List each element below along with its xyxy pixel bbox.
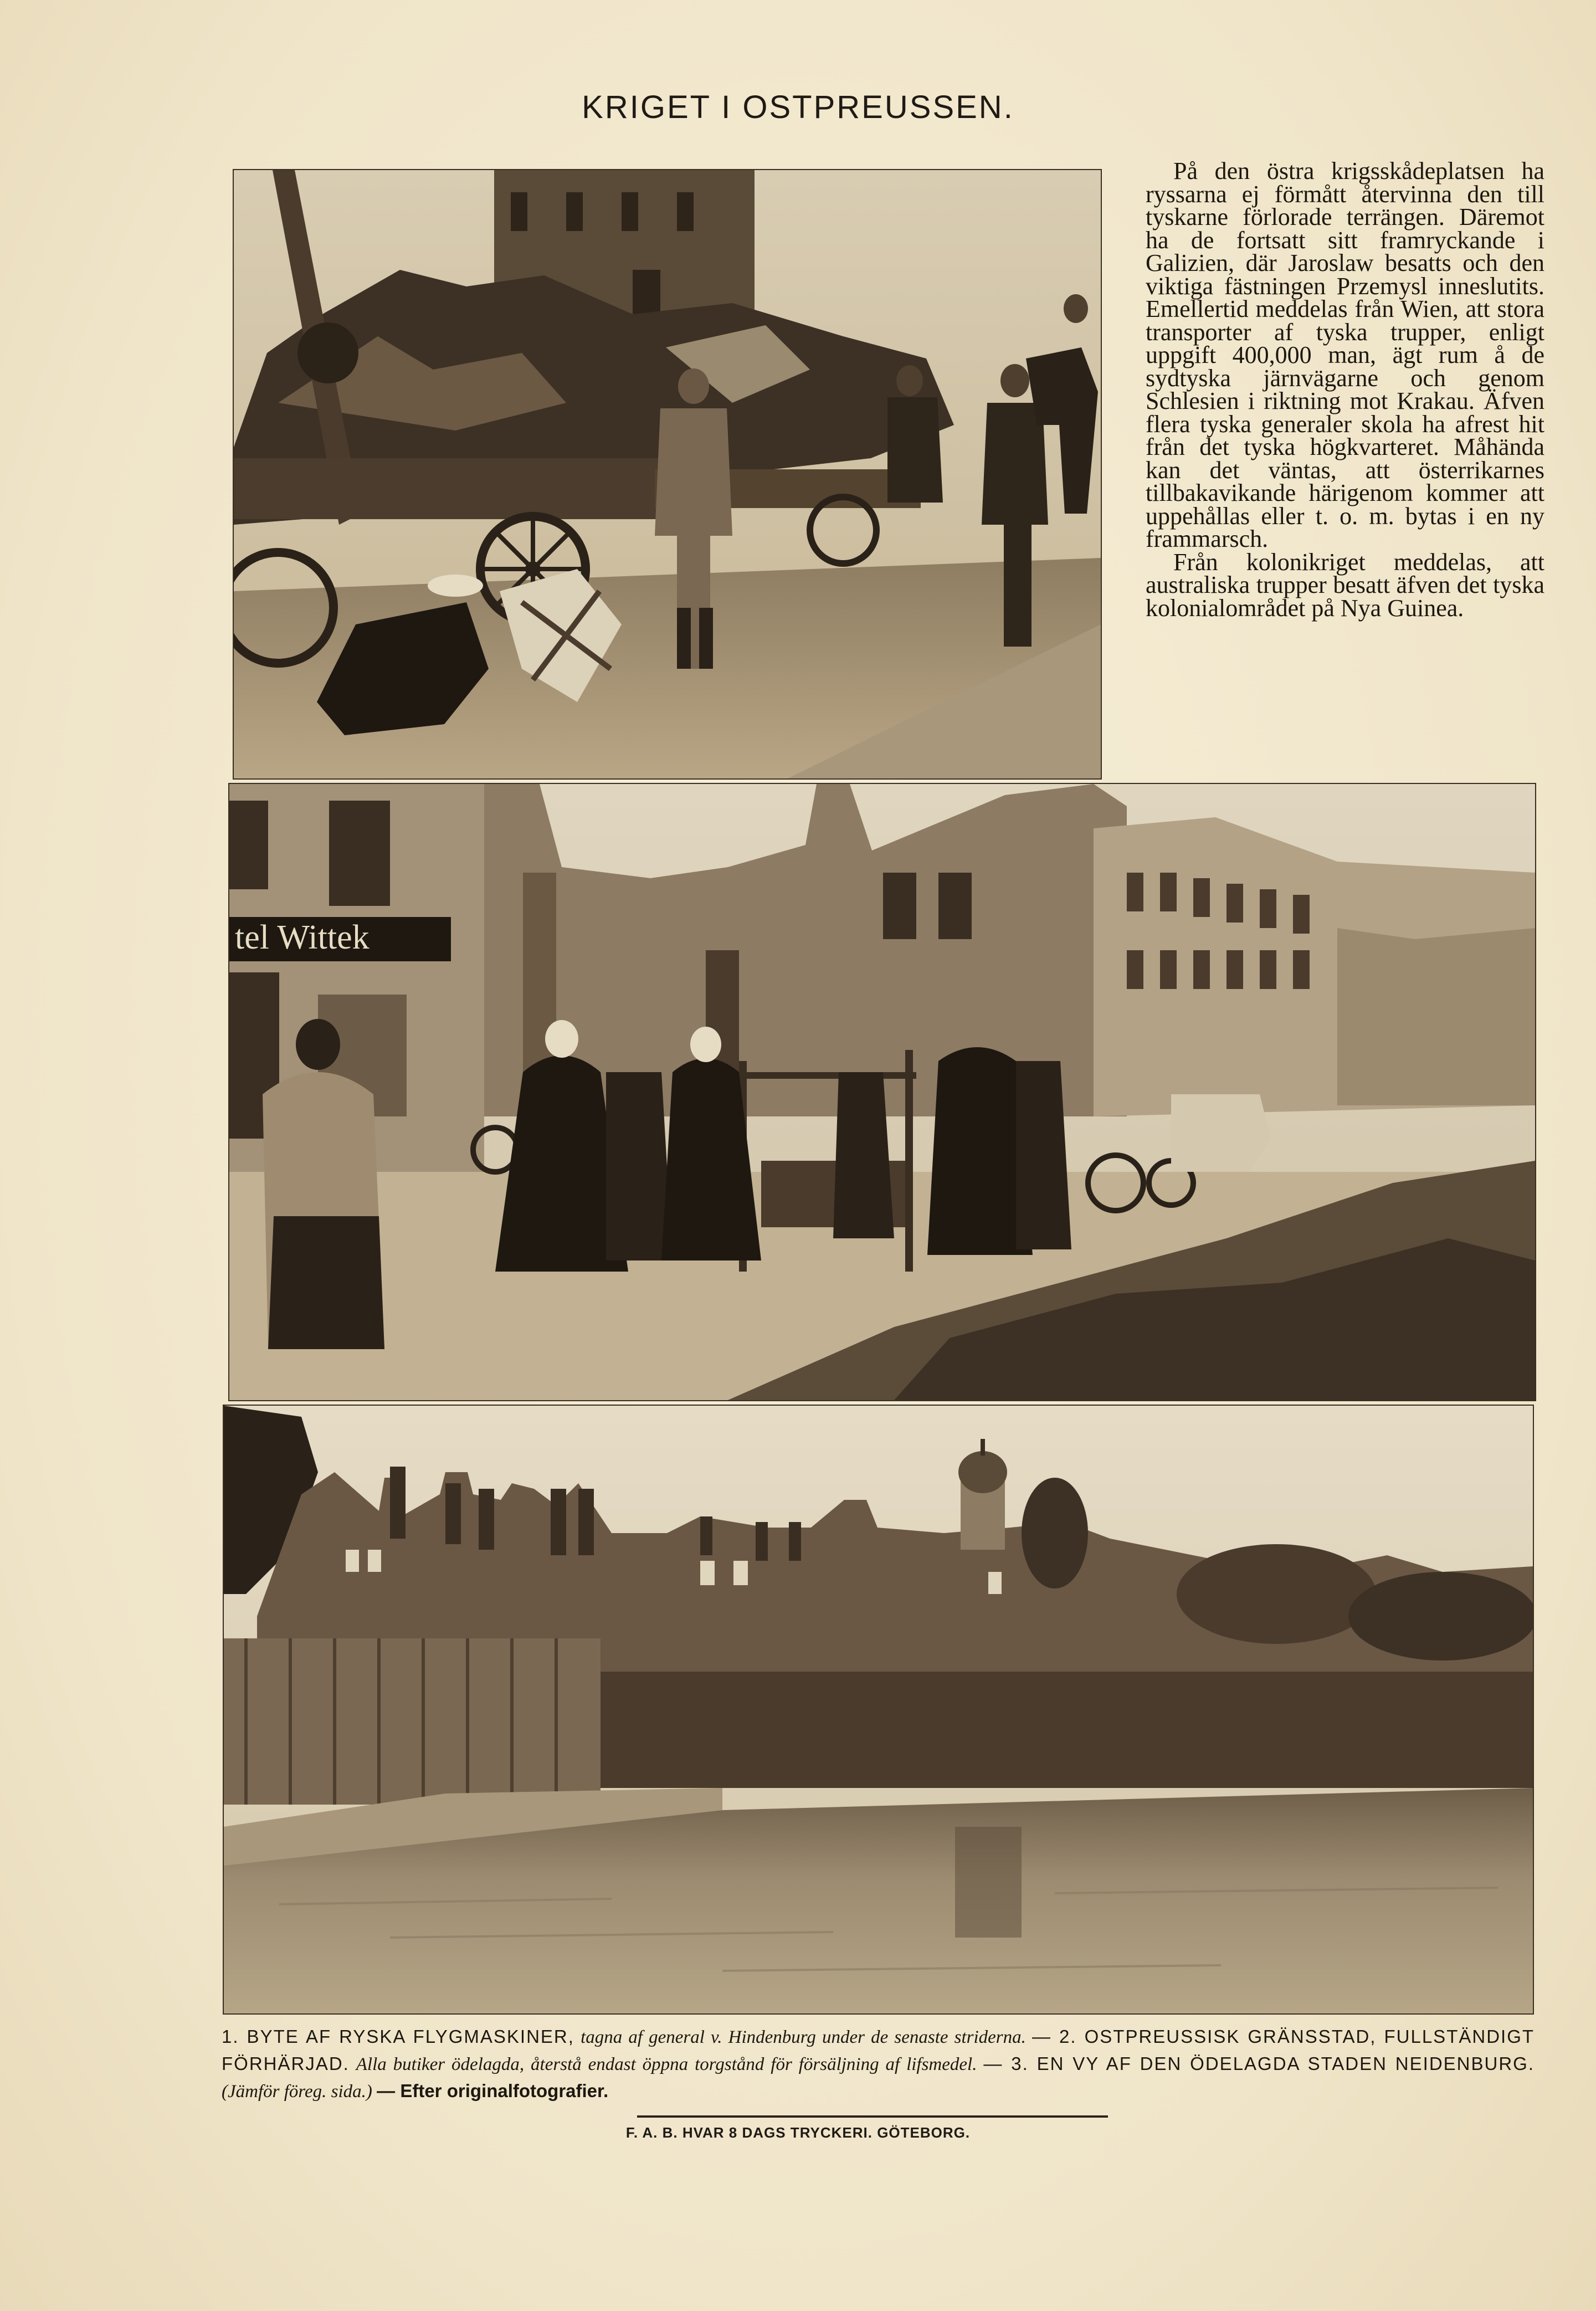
photo-neidenburg-view-image: [224, 1406, 1533, 2013]
caption-source-note: — Efter originalfotografier.: [377, 2081, 609, 2101]
caption-item-2-title: — 2. OSTPREUSSISK GRÄNSSTAD, FULLSTÄNDIGT FÖRHÄRJAD.: [222, 2026, 1535, 2074]
photo-border-town-market: [228, 783, 1536, 1401]
printer-imprint: F. A. B. HVAR 8 DAGS TRYCKERI. GÖTEBORG.: [625, 2124, 971, 2141]
caption-item-3-title: — 3. EN VY AF DEN ÖDELAGDA STADEN NEIDENBURG.: [983, 2053, 1535, 2074]
hotel-sign-text: tel Wittek: [235, 919, 370, 956]
article-text: [1146, 157, 1544, 622]
article-paragraph-colonial-war: Från kolonikriget meddelas, att australiska trupper besatt äfven det tyska kolonialområdet på Nya Guinea.: [1146, 548, 1544, 622]
caption-item-2-desc: Alla butiker ödelagda, återstå endast öppna torgstånd för försäljning af lifsmedel.: [356, 2054, 977, 2074]
page-title: KRIGET I OSTPREUSSEN.: [582, 89, 1014, 125]
caption-item-3-desc: (Jämför föreg. sida.): [222, 2082, 372, 2102]
caption-item-1-desc: tagna af general v. Hindenburg under de senaste striderna.: [581, 2027, 1026, 2047]
footer-divider: [637, 2115, 1108, 2118]
photo-neidenburg-view: [223, 1405, 1534, 2015]
photo-border-town-market-image: [229, 784, 1535, 1400]
photo-caption: [222, 2023, 1535, 2105]
article-paragraph-eastern-front: På den östra krigsskådeplatsen ha ryssarna ej förmått återvinna den till tyskarne förlorade terrängen. Däremot ha de fortsatt sitt framryckande i Galizien, där Jaroslaw besatts och den viktiga fästningen Przemysl inneslutits. Emellertid meddelas från Wien, att stora transporter af tyska trupper, enligt uppgift 400,000 man, ägt rum å de sydtyska järnvägarne och genom Schlesien i riktning mot Krakau. Äfven flera tyska generaler skola ha afrest hit från det tyska högkvarteret. Måhända kan det väntas, att österrikarnes tillbakavikande härigenom kommer att uppehållas eller t. o. m. bytas i en ny frammarsch.: [1146, 157, 1544, 552]
photo-captured-aircraft: [233, 169, 1102, 780]
caption-item-1-title: 1. BYTE AF RYSKA FLYGMASKINER,: [222, 2026, 574, 2047]
photo-captured-aircraft-image: [234, 170, 1101, 778]
